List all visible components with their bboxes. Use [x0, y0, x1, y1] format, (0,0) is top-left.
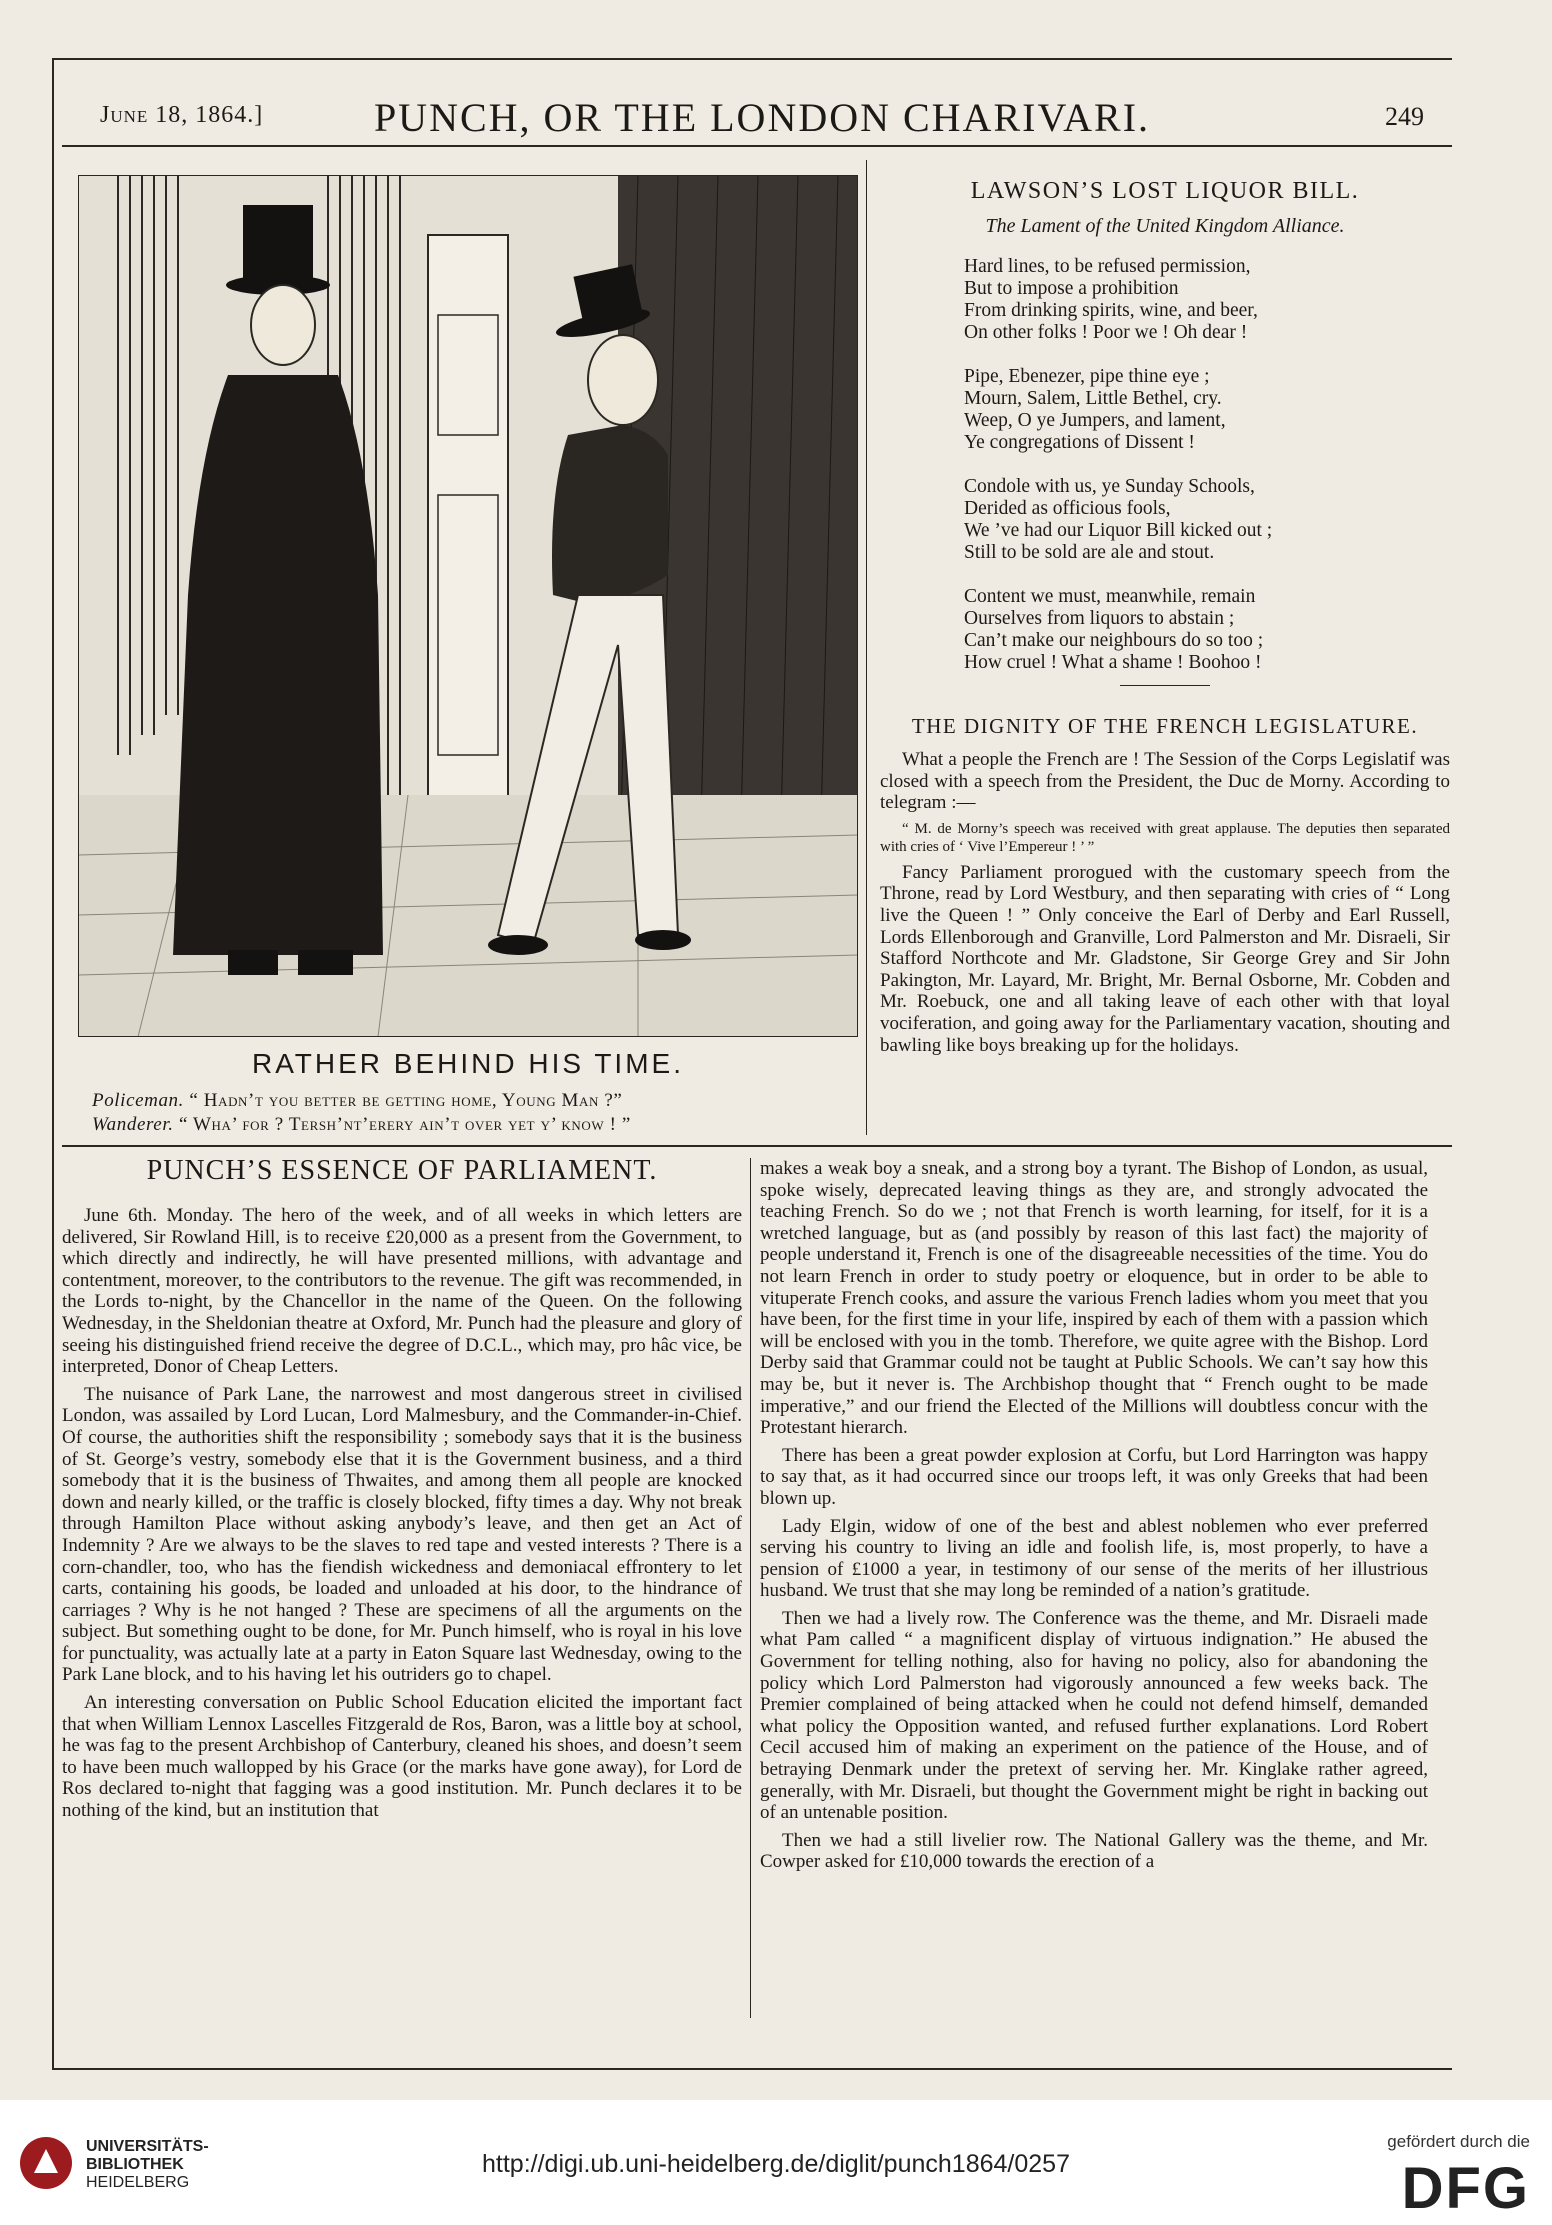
university-line-1: UNIVERSITÄTS- [86, 2138, 209, 2155]
header-rule [62, 145, 1452, 147]
essence-paragraph: An interesting conversation on Public School Education elicited the important fact that when William Lennox Lascelles Fitzgerald de Ros, Baron, was a little boy at school, he was fag to the present Archbishop of Canterbury, cleaned his shoes, and doesn’t seem to have been much wallopped by his Grace (or the marks have gone away), for Lord de Ros declared to-night that fagging was a good institution. Mr. Punch declares it to be nothing of the kind, but an institution that [62, 1692, 742, 1822]
source-url-link[interactable]: http://digi.ub.uni-heidelberg.de/diglit/punch1864/0257 [482, 2150, 1070, 2178]
dignity-paragraph-2: Fancy Parliament prorogued with the customary speech from the Throne, read by Lord Westbury, and then separating with cries of “ Long live the Queen ! ” Only conceive the Earl of Derby and Earl Russell, Lords Ellenborough and Granville, Lord Palmerston and Mr. Disraeli, Sir Stafford Northcote and Mr. Gladstone, Sir George Grey and Sir John Pakington, Mr. Layard, Mr. Bright, Mr. Bernal Osborne, Mr. Cobden and Mr. Roebuck, one and all taking leave of each other with that loyal vociferation, and going away for the Parliamentary vacation, shouting and bawling like boys breaking up for the holidays. [880, 861, 1450, 1056]
column-divider-bottom [750, 1158, 751, 2018]
cartoon-title: RATHER BEHIND HIS TIME. [251, 1048, 684, 1079]
frame-rule-bottom [52, 2068, 1452, 2070]
dignity-body [880, 749, 1450, 1056]
poem-line: Mourn, Salem, Little Bethel, cry. [964, 388, 1222, 409]
header-title: PUNCH, OR THE LONDON CHARIVARI. [373, 95, 1151, 140]
university-line-2: BIBLIOTHEK [86, 2156, 184, 2173]
poem-stanza [964, 366, 1450, 454]
cartoon-caption-line-2 [92, 1114, 872, 1136]
poem-line: Pipe, Ebenezer, pipe thine eye ; [964, 366, 1210, 387]
poem-line: Ye congregations of Dissent ! [964, 432, 1195, 453]
essence-left-column [62, 1205, 742, 1828]
poem-stanza [964, 256, 1450, 344]
header-date: June 18, 1864.] [100, 102, 264, 128]
dignity-paragraph-1: What a people the French are ! The Session of the Corps Legislatif was closed with a speech from the President, the Duc de Morny. According to telegram :— [880, 749, 1450, 814]
cartoon-drawing [78, 175, 858, 1037]
funded-by-label: gefördert durch die [1387, 2132, 1530, 2151]
essence-paragraph: There has been a great powder explosion at Corfu, but Lord Harrington was happy to say that, as it had occurred since our troops left, it was only Greeks that had been blown up. [760, 1444, 1428, 1509]
poem-line: Derided as officious fools, [964, 498, 1171, 519]
essence-paragraph: The nuisance of Park Lane, the narrowest and most dangerous street in civilised London, was assailed by Lord Lucan, Lord Malmesbury, and the Commander-in-Chief. Of course, the authorities shift the responsibility ; somebody says that it is the business of St. George’s vestry, somebody else that it is the Government business, and a third somebody that it is the business of Thwaites, and among them all people are knocked down and nearly killed, or the traffic is closely blocked, fifty times a day. Why not break through Hamilton Place without asking anybody’s leave, and then get an Act of Indemnity ? Are we always to be the slaves to red tape and vested interests ? There is a corn-chandler, too, who has the fiendish wickedness and demoniacal effrontery to let carts, containing his goods, be loaded and unloaded at his door, to the hindrance of carriages ? Why is he not hanged ? These are specimens of all the arguments on the subject. But something ought to be done, for Mr. Punch himself, who is royal in his love for punctuality, was actually late at a party in Eaton Square last Wednesday, owing to the Park Lane block, and to his having let his outriders go to chapel. [62, 1383, 742, 1686]
dfg-logo: DFG [1401, 2156, 1530, 2221]
poem-stanza [964, 476, 1450, 564]
section-rule [62, 1145, 1452, 1147]
dignity-title: THE DIGNITY OF THE FRENCH LEGISLATURE. [911, 714, 1419, 738]
page-number: 249 [1385, 102, 1424, 131]
poem-stanza [964, 586, 1450, 674]
poem-line: Can’t make our neighbours do so too ; [964, 630, 1264, 651]
poem-line: On other folks ! Poor we ! Oh dear ! [964, 322, 1248, 343]
essence-paragraph: makes a weak boy a sneak, and a strong boy a tyrant. The Bishop of London, as usual, spoke wisely, deprecated leaving things as they are, and strongly advocated the teaching French. So do we ; not that French is worth learning, for itself, for it is a wretched language, but as (and possibly by reason of this last fact) the majority of people understand it, French is one of the disagreeable necessities of the time. You do not learn French in order to study poetry or eloquence, but in order to be able to vituperate French cooks, and assure the various French ladies whom you meet that you have been, for the first time in your life, inspired by each of them with a passion which will be enclosed with you in the tomb. Therefore, we quite agree with the Bishop. Lord Derby said that Grammar could not be taught at Public Schools. We can’t say how this may be, but it never is. The Archbishop thought that “ French ought to be made imperative,” and our friend the Elected of the Millions will doubtless concur with the Protestant hierarch. [760, 1158, 1428, 1439]
lawson-article [880, 178, 1450, 696]
poem-line: We ’ve had our Liquor Bill kicked out ; [964, 520, 1273, 541]
caption-text-wanderer: “ Wha’ for ? Tersh’nt’erery ain’t over yet y’ know ! ” [178, 1114, 631, 1135]
lawson-poem [880, 256, 1450, 674]
caption-text-policeman: “ Hadn’t you better be getting home, Young Man ?” [189, 1090, 623, 1111]
dignity-article [880, 714, 1450, 1062]
poem-line: Still to be sold are ale and stout. [964, 542, 1215, 563]
essence-title: PUNCH’S ESSENCE OF PARLIAMENT. [146, 1155, 658, 1186]
short-divider [1120, 685, 1210, 686]
caption-speaker-wanderer: Wanderer. [92, 1114, 174, 1135]
poem-line: But to impose a prohibition [964, 278, 1179, 299]
cartoon-illustration [78, 175, 858, 1037]
essence-paragraph: Lady Elgin, widow of one of the best and ablest noblemen who ever preferred serving his country to living an idle and foolish life, is, most properly, to have a pension of £1000 a year, in testimony of our sense of the merits of her illustrious husband. We trust that she may long be reminded of a nation’s gratitude. [760, 1515, 1428, 1602]
university-line-3: HEIDELBERG [86, 2174, 190, 2191]
essence-paragraph: Then we had a lively row. The Conference was the theme, and Mr. Disraeli made what Pam called “ a magnificent display of virtuous indignation.” He abused the Government for telling nothing, also for having no policy, also for abandoning the policy which Lord Palmerston had vigorously announced a few weeks back. The Premier complained of being attacked when he could not defend himself, demanded what policy the Opposition wanted, and refused further explanations. Lord Robert Cecil accused him of making an experiment on the patience of the House, and of betraying Denmark under the pretext of serving her. Mr. Kinglake rather agreed, generally, with Mr. Disraeli, but thought the Government might be right in backing out of an untenable position. [760, 1607, 1428, 1824]
poem-line: How cruel ! What a shame ! Boohoo ! [964, 652, 1262, 673]
essence-paragraph: June 6th. Monday. The hero of the week, and of all weeks in which letters are delivered, Sir Rowland Hill, is to receive £20,000 as a present from the Government, to which directly and indirectly, he will have presented millions, with advantage and contentment, moreover, to the contributors to the revenue. The gift was recommended, in the Lords to-night, by the Chancellor in the name of the Queen. On the following Wednesday, in the Sheldonian theatre at Oxford, Mr. Punch had the pleasure and glory of seeing his distinguished friend receive the degree of D.C.L., which may, pro hâc vice, be interpreted, Donor of Cheap Letters. [62, 1205, 742, 1378]
poem-line: Content we must, meanwhile, remain [964, 586, 1256, 607]
column-divider-top [866, 160, 867, 1135]
poem-line: Weep, O ye Jumpers, and lament, [964, 410, 1226, 431]
poem-line: Hard lines, to be refused permission, [964, 256, 1251, 277]
essence-paragraph: Then we had a still livelier row. The National Gallery was the theme, and Mr. Cowper asked for £10,000 towards the erection of a [760, 1829, 1428, 1873]
dignity-quote: “ M. de Morny’s speech was received with great applause. The deputies then separated with cries of ‘ Vive l’Empereur ! ’ ” [880, 820, 1450, 855]
essence-right-column [760, 1158, 1428, 1879]
poem-line: Ourselves from liquors to abstain ; [964, 608, 1235, 629]
digitization-footer [0, 2100, 1552, 2225]
frame-rule-left [52, 58, 54, 2068]
lawson-subtitle: The Lament of the United Kingdom Alliance. [985, 215, 1345, 237]
frame-rule-top [52, 58, 1452, 60]
caption-speaker-policeman: Policeman. [92, 1090, 185, 1111]
cartoon-caption-line-1 [92, 1090, 872, 1112]
lawson-title: LAWSON’S LOST LIQUOR BILL. [970, 178, 1360, 204]
running-header [92, 90, 1432, 138]
poem-line: Condole with us, ye Sunday Schools, [964, 476, 1255, 497]
poem-line: From drinking spirits, wine, and beer, [964, 300, 1258, 321]
